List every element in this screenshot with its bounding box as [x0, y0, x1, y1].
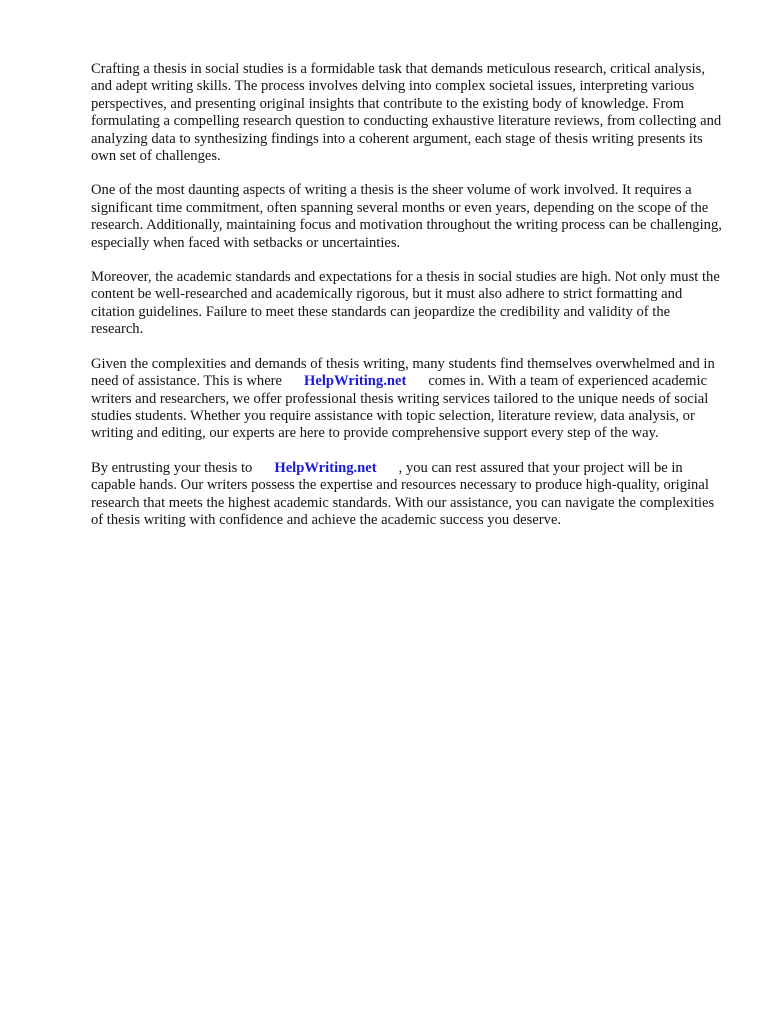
paragraph-assistance-before: Given the complexities and demands of thesis writing, many students find themselves overwhelmed and in need of assistance. This is where [91, 355, 715, 390]
paragraph-standards: Moreover, the academic standards and expectations for a thesis in social studies are high. Not only must the content be well-researched and academically rigorous, but it must also adhere to strict formatting and citation guidelines. Failure to meet these standards can jeopardize the credibility and validity of the research. [91, 269, 720, 338]
paragraph-entrust-after: , you can rest assured that your project will be in capable hands. Our writers possess the expertise and resources necessary to produce high-quality, original research that meets the highest academic standards. With our assistance, you can navigate the complexities of thesis writing with confidence and achieve the academic success you deserve. [91, 459, 715, 528]
paragraph-assistance [91, 356, 723, 443]
paragraph-workload: One of the most daunting aspects of writing a thesis is the sheer volume of work involved. It requires a significant time commitment, often spanning several months or even years, depending on the scope of the research. Additionally, maintaining focus and motivation throughout the writing process can be challenging, especially when faced with setbacks or uncertainties. [91, 182, 722, 251]
paragraph-intro: Crafting a thesis in social studies is a formidable task that demands meticulous research, critical analysis, and adept writing skills. The process involves delving into complex societal issues, interpreting various perspectives, and presenting original insights that contribute to the existing body of knowledge. From formulating a compelling research question to conducting exhaustive literature reviews, from collecting and analyzing data to synthesizing findings into a coherent argument, each stage of thesis writing presents its own set of challenges. [91, 61, 722, 165]
paragraph-entrust-before: By entrusting your thesis to [91, 459, 253, 476]
document-body [91, 61, 723, 546]
helpwriting-link-2[interactable]: HelpWriting.net [274, 459, 377, 476]
paragraph-assistance-after: comes in. With a team of experienced academic writers and researchers, we offer professional thesis writing services tailored to the unique needs of social studies students. Whether you require assistance with topic selection, literature review, data analysis, or writing and editing, our experts are here to provide comprehensive support every step of the way. [91, 373, 709, 442]
helpwriting-link[interactable]: HelpWriting.net [304, 373, 407, 390]
paragraph-entrust [91, 460, 723, 530]
